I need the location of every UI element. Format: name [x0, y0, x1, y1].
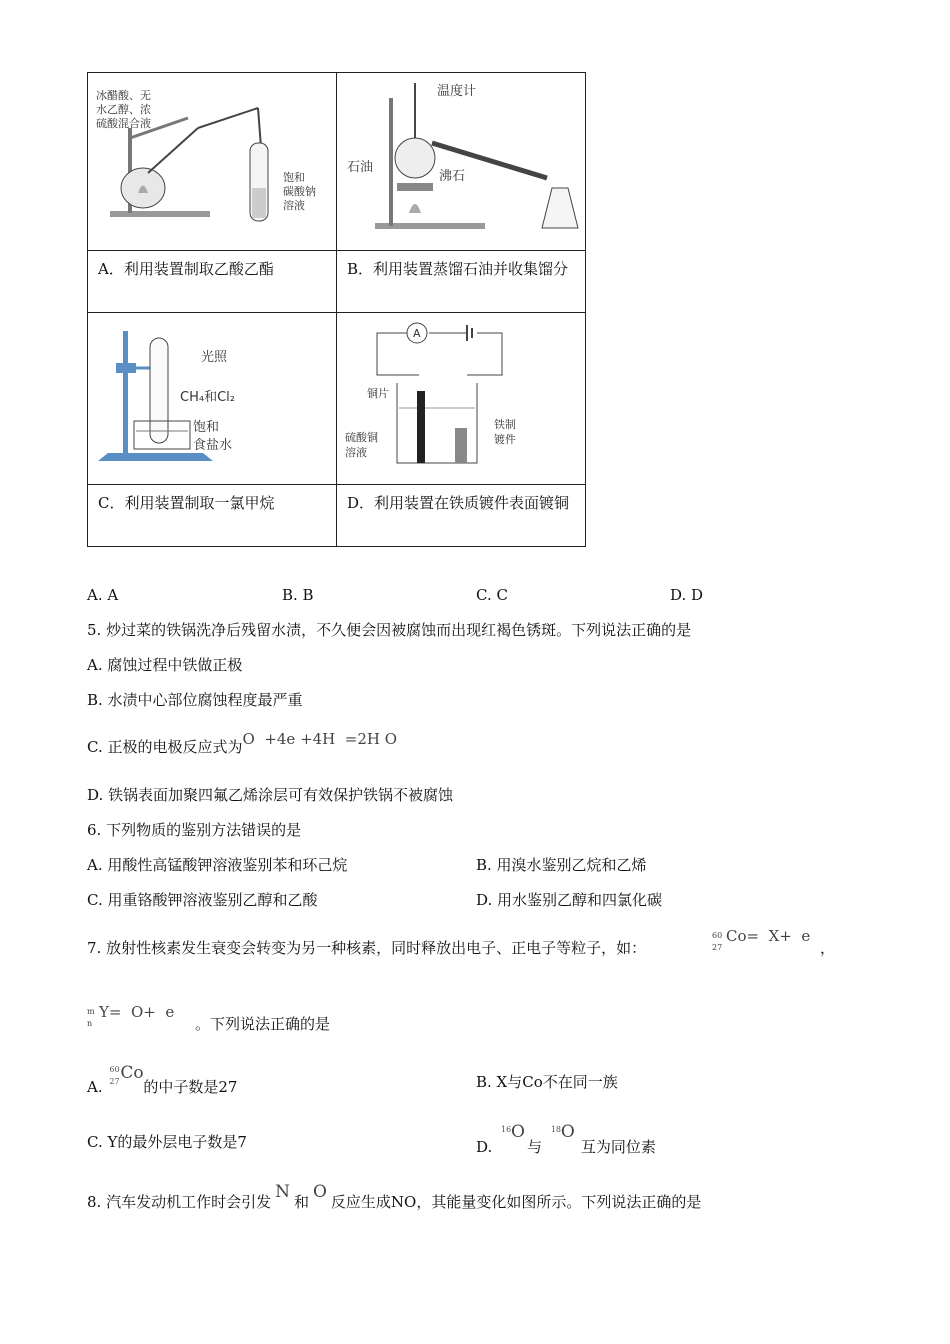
- q8-n2: N: [275, 1182, 290, 1202]
- distillation-figure: [337, 73, 595, 249]
- eq1-mass: 60: [712, 931, 723, 940]
- caption-d: D．利用装置在铁质镀件表面镀铜: [347, 494, 570, 512]
- label-copper-sheet: 铜片: [367, 387, 389, 400]
- label-solution-d: 溶液: [345, 446, 367, 459]
- q7-comma: ，: [820, 939, 836, 957]
- q5-option-c-text: C. 正极的电极反应式为: [87, 738, 243, 756]
- chlorination-figure: [88, 313, 326, 483]
- ester-apparatus-figure: [88, 73, 326, 249]
- q4-option-d: D. D: [670, 586, 704, 604]
- q8-prefix: 8. 汽车发动机工作时会引发: [87, 1193, 272, 1211]
- q7-a-prefix: A.: [87, 1078, 103, 1096]
- q7-equation-2: [87, 1002, 175, 1028]
- q7-stem-2: 。下列说法正确的是: [195, 1015, 331, 1033]
- q7-d-mass-1: 16: [501, 1125, 512, 1134]
- q7-stem: 7. 放射性核素发生衰变会转变为另一种核素，同时释放出电子、正电子等粒子，如：: [87, 939, 647, 957]
- q4-option-b: B. B: [282, 586, 314, 604]
- cell-b-image: [337, 73, 586, 251]
- q5-option-c: [87, 730, 398, 757]
- q7-d-prefix: D.: [476, 1138, 493, 1156]
- caption-a: A．利用装置制取乙酸乙酯: [98, 260, 274, 278]
- q7-d-suffix: 互为同位素: [580, 1138, 656, 1156]
- q7-d-symbol-1: O: [511, 1122, 525, 1142]
- q7-d-isotope-1: [497, 1122, 527, 1152]
- eq2-text: Y= O+ e: [99, 1003, 175, 1021]
- q8-o2: O: [312, 1182, 327, 1202]
- q7-d-isotope-2: [547, 1122, 581, 1152]
- cell-a-image: [88, 73, 337, 251]
- q8-stem: [87, 1182, 702, 1212]
- label-mixture-3: 硫酸混合液: [96, 117, 151, 130]
- label-thermometer: 温度计: [437, 84, 477, 99]
- q5-option-d: D. 铁锅表面加聚四氟乙烯涂层可有效保护铁锅不被腐蚀: [87, 786, 454, 804]
- eq1-number: 27: [712, 943, 723, 952]
- eq2-mass: m: [87, 1007, 95, 1016]
- q6-option-b: B. 用溴水鉴别乙烷和乙烯: [476, 856, 647, 874]
- q7-a-number: 27: [109, 1077, 120, 1086]
- q6-option-c: C. 用重铬酸钾溶液鉴别乙醇和乙酸: [87, 891, 318, 909]
- q6-option-d: D. 用水鉴别乙醇和四氯化碳: [476, 891, 663, 909]
- cell-a-caption: [88, 251, 337, 313]
- ammeter-label: A: [413, 327, 421, 340]
- q6-option-a: A. 用酸性高锰酸钾溶液鉴别苯和环己烷: [87, 856, 348, 874]
- q7-option-c: C. Y的最外层电子数是7: [87, 1133, 247, 1151]
- q8-and: 和: [293, 1193, 309, 1211]
- eq2-number: n: [87, 1019, 93, 1028]
- q7-a-suffix: 的中子数是27: [143, 1078, 238, 1096]
- label-copper-sulfate: 硫酸铜: [345, 431, 378, 444]
- q7-a-symbol: Co: [120, 1063, 144, 1083]
- label-ch4-cl2: CH₄和Cl₂: [180, 390, 235, 405]
- q8-suffix: 反应生成NO，其能量变化如图所示。下列说法正确的是: [330, 1193, 702, 1211]
- q7-option-b: B. X与Co不在同一族: [476, 1073, 618, 1091]
- label-mixture-2: 水乙醇、浓: [96, 103, 151, 116]
- label-plating-piece: 镀件: [494, 433, 516, 446]
- label-saturated-c: 饱和: [193, 420, 220, 435]
- label-light: 光照: [201, 350, 228, 365]
- q5-option-a: A. 腐蚀过程中铁做正极: [87, 656, 243, 674]
- caption-b: B．利用装置蒸馏石油并收集馏分: [347, 260, 569, 278]
- cell-d-caption: [337, 485, 586, 547]
- label-sodium-carbonate: 碳酸钠: [283, 185, 316, 198]
- q5-option-b: B. 水渍中心部位腐蚀程度最严重: [87, 691, 303, 709]
- label-iron: 铁制: [494, 418, 516, 431]
- q5-stem: 5. 炒过菜的铁锅洗净后残留水渍，不久便会因被腐蚀而出现红褐色锈斑。下列说法正确的是: [87, 621, 692, 639]
- label-petroleum: 石油: [347, 160, 374, 175]
- q4-option-a: A. A: [87, 586, 119, 604]
- label-brine: 食盐水: [193, 438, 233, 453]
- cell-c-caption: [88, 485, 337, 547]
- cell-d-image: [337, 313, 586, 485]
- q7-a-isotope: [107, 1063, 144, 1092]
- q7-option-a: [87, 1063, 238, 1097]
- q6-stem: 6. 下列物质的鉴别方法错误的是: [87, 821, 302, 839]
- cell-c-image: [88, 313, 337, 485]
- label-boiling-chips: 沸石: [439, 169, 466, 184]
- q4-option-c: C. C: [476, 586, 508, 604]
- caption-c: C．利用装置制取一氯甲烷: [98, 494, 275, 512]
- q7-d-mid: 与: [527, 1138, 543, 1156]
- q5-formula: O +4e +4H =2H O: [242, 730, 398, 748]
- electroplating-figure: [337, 313, 595, 483]
- q4-apparatus-table: [87, 72, 586, 547]
- eq1-text: Co= X+ e: [726, 927, 811, 945]
- q7-equation-1: [712, 926, 811, 952]
- q7-option-d: [476, 1122, 656, 1157]
- label-saturated: 饱和: [283, 171, 305, 184]
- cell-b-caption: [337, 251, 586, 313]
- q7-d-mass-2: 18: [550, 1125, 562, 1134]
- q7-d-symbol-2: O: [560, 1122, 575, 1142]
- label-mixture-1: 冰醋酸、无: [96, 89, 151, 102]
- q7-a-mass: 60: [109, 1065, 120, 1074]
- label-solution: 溶液: [283, 199, 305, 212]
